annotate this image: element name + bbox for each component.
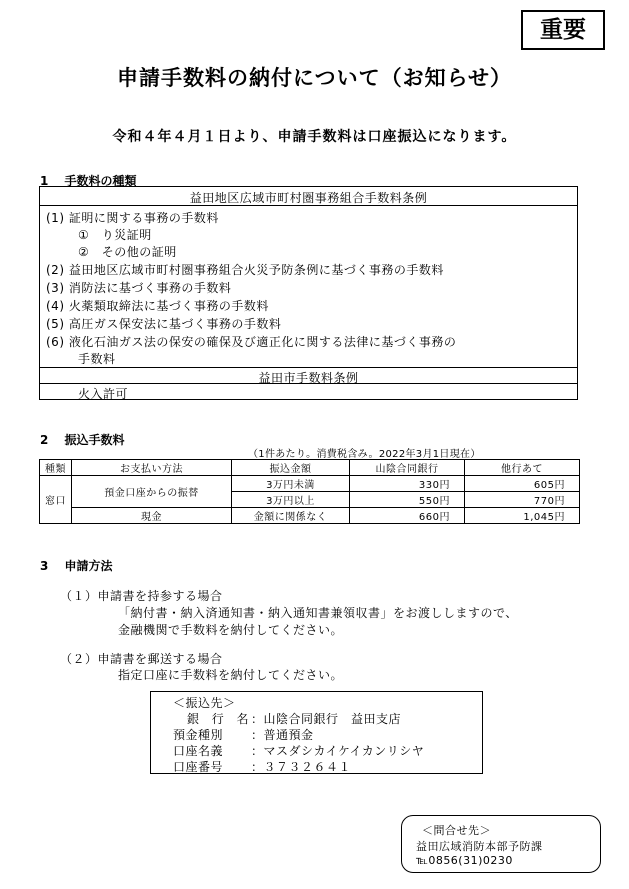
lead-notice: 令和４年４月１日より、申請手数料は口座振込になります。	[112, 129, 517, 145]
amount-cell: 金額に関係なく	[232, 508, 350, 524]
account-label: 口座名義	[173, 744, 224, 758]
account-value: ：山陰合同銀行 益田支店	[251, 712, 402, 726]
contact-org: 益田広域消防本部予防課	[416, 840, 543, 853]
fee-subitem: ② その他の証明	[78, 245, 177, 259]
account-label: 口座番号	[173, 760, 224, 774]
table-row	[40, 476, 580, 492]
fee-item: (4) 火薬類取締法に基づく事務の手数料	[46, 299, 269, 313]
contact-box	[401, 815, 601, 873]
transfer-fee-table	[39, 459, 580, 524]
table-header-row	[40, 460, 580, 476]
section2-heading: 2 振込手数料	[40, 433, 125, 447]
case1-title: （１）申請書を持参する場合	[60, 589, 223, 603]
other-fee-cell: 770円	[465, 492, 580, 508]
fee-item: (3) 消防法に基づく事務の手数料	[46, 281, 232, 295]
account-label: 銀行名	[187, 712, 249, 726]
other-fee-cell: 1,045円	[465, 508, 580, 524]
case1-line: 金融機関で手数料を納付してください。	[118, 623, 344, 637]
case2-line: 指定口座に手数料を納付してください。	[118, 668, 344, 682]
account-box	[150, 691, 483, 774]
fee-item: (5) 高圧ガス保安法に基づく事務の手数料	[46, 317, 282, 331]
table-header: お支払い方法	[72, 460, 232, 476]
fee-item: (6) 液化石油ガス法の保安の確保及び適正化に関する法律に基づく事務の	[46, 335, 457, 349]
fee-item-continued: 手数料	[78, 352, 116, 366]
other-fee-cell: 605円	[465, 476, 580, 492]
method-cell: 預金口座からの振替	[72, 476, 232, 508]
section1-heading: 1 手数料の種類	[40, 174, 137, 188]
fee-item: 火入許可	[78, 387, 129, 401]
fee-subitem: ① り災証明	[78, 228, 152, 242]
table-header: 他行あて	[465, 460, 580, 476]
fee-types-box	[39, 186, 578, 400]
important-badge: 重要	[521, 10, 605, 50]
sanin-fee-cell: 550円	[350, 492, 465, 508]
kind-cell: 窓口	[40, 476, 72, 524]
amount-cell: 3万円以上	[232, 492, 350, 508]
table-row	[40, 508, 580, 524]
amount-cell: 3万円未満	[232, 476, 350, 492]
account-value: ：３７３２６４１	[251, 760, 352, 774]
ordinance1-title: 益田地区広域市町村圏事務組合手数料条例	[189, 191, 428, 205]
account-value: ：マスダシカイケイカンリシヤ	[251, 744, 425, 758]
table-header: 山陰合同銀行	[350, 460, 465, 476]
sanin-fee-cell: 660円	[350, 508, 465, 524]
fee-item: (2) 益田地区広域市町村圏事務組合火災予防条例に基づく事務の手数料	[46, 263, 444, 277]
contact-header: ＜問合せ先＞	[422, 824, 491, 837]
section3-heading: 3 申請方法	[40, 559, 113, 573]
contact-tel: ℡0856(31)0230	[416, 854, 513, 867]
method-cell: 現金	[72, 508, 232, 524]
table-header: 振込金額	[232, 460, 350, 476]
account-header: ＜振込先＞	[173, 696, 236, 710]
page-title: 申請手数料の納付について（お知らせ）	[117, 66, 512, 90]
fee-note: （1件あたり。消費税含み。2022年3月1日現在）	[248, 449, 481, 460]
case1-line: 「納付書・納入済通知書・納入通知書兼領収書」をお渡ししますので、	[118, 606, 518, 620]
account-label: 預金種別	[173, 728, 224, 742]
table-header: 種類	[40, 460, 72, 476]
ordinance2-title: 益田市手数料条例	[258, 371, 359, 385]
fee-item: (1) 証明に関する事務の手数料	[46, 211, 219, 225]
sanin-fee-cell: 330円	[350, 476, 465, 492]
case2-title: （２）申請書を郵送する場合	[60, 652, 223, 666]
account-value: ：普通預金	[251, 728, 314, 742]
